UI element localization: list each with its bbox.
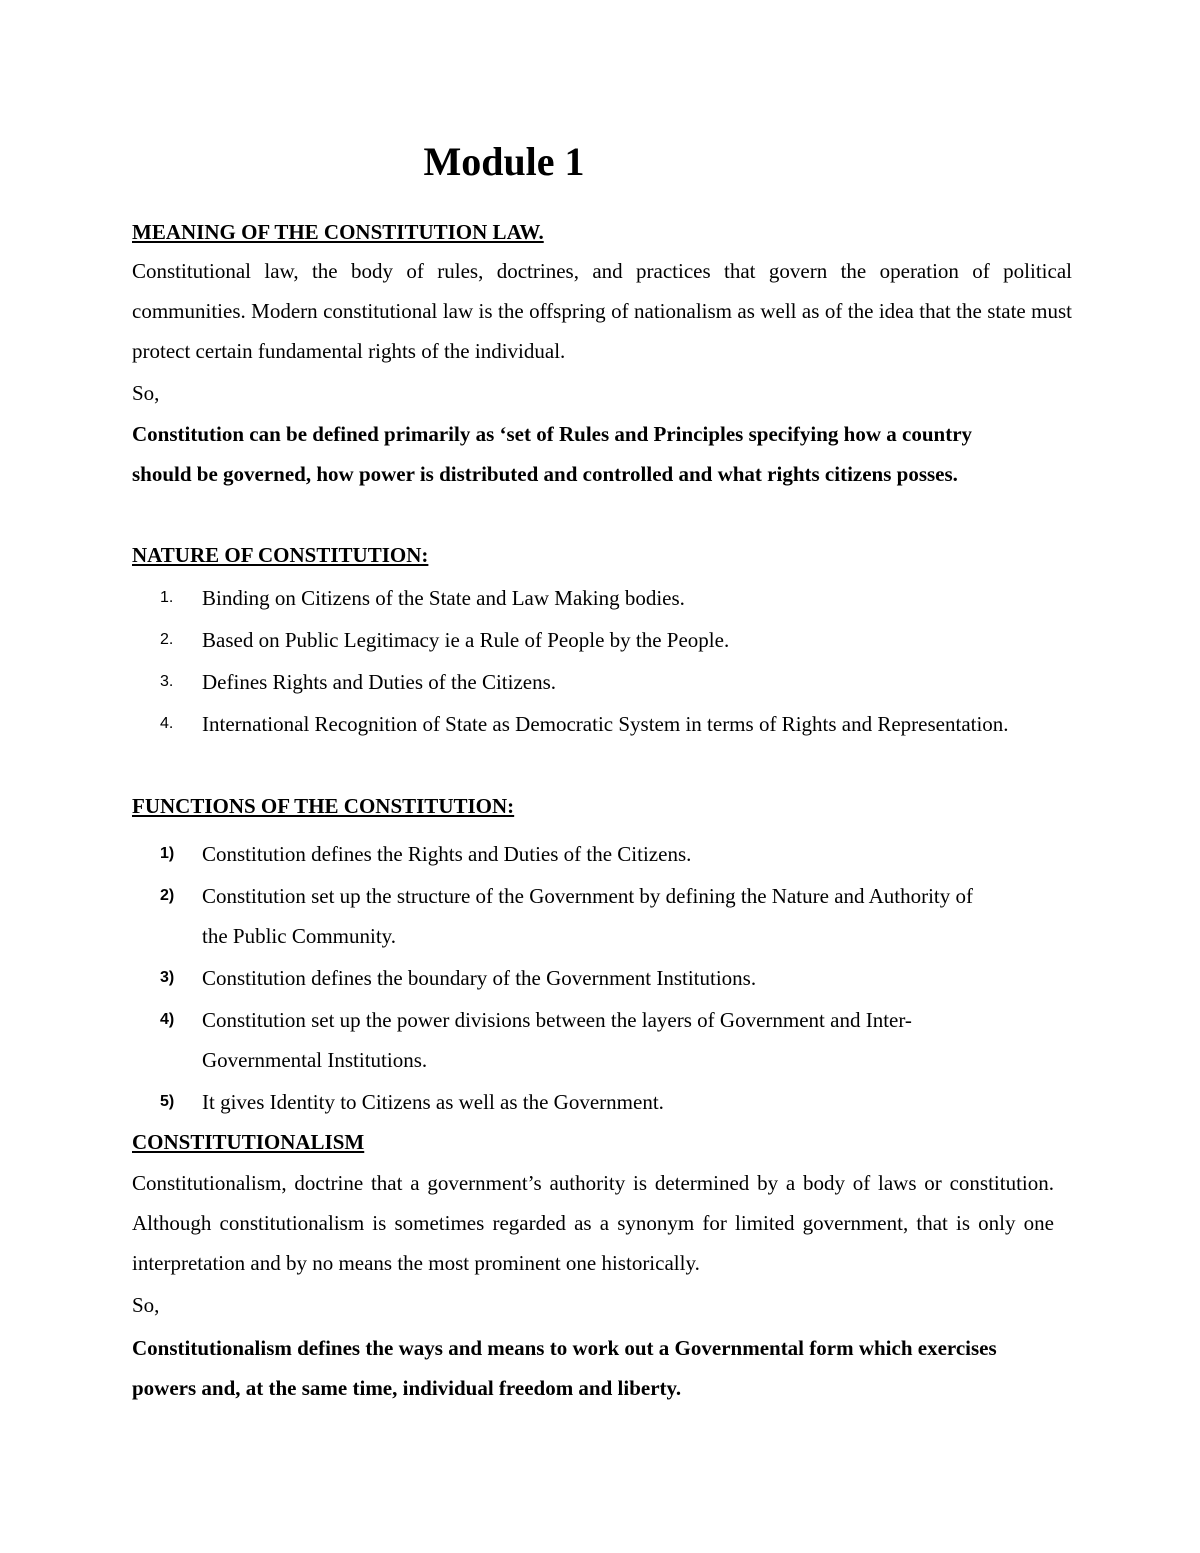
paragraph-constitutionalism: Constitutionalism, doctrine that a government’s authority is determined by a body of laws or constitution. Although constitutionalism is sometimes regarded as a synonym for limited government, that is only one interpretation and by no means the most prominent one historically.	[132, 1171, 1054, 1275]
functions-list	[132, 834, 1002, 1122]
list-marker: 1)	[160, 845, 175, 862]
list-item	[132, 704, 1076, 744]
list-item	[132, 662, 1076, 702]
list-marker: 4)	[160, 1011, 175, 1028]
list-marker: 3.	[160, 673, 174, 690]
definition-constitutionalism: Constitutionalism defines the ways and means to work out a Governmental form which exercises powers and, at the same time, individual freedom and liberty.	[132, 1336, 997, 1400]
list-marker: 4.	[160, 715, 174, 732]
list-marker: 5)	[160, 1093, 175, 1110]
list-item-text: Constitution defines the boundary of the Government Institutions.	[202, 966, 757, 990]
definition-constitution: Constitution can be defined primarily as ‘set of Rules and Principles specifying how a country should be governed, how power is distributed and controlled and what rights citizens posses.	[132, 422, 973, 486]
list-item	[132, 1000, 1002, 1080]
page-title	[0, 138, 1008, 186]
heading-functions: FUNCTIONS OF THE CONSTITUTION:	[132, 794, 515, 818]
list-item-text: Defines Rights and Duties of the Citizens.	[202, 670, 557, 694]
list-item	[132, 958, 1002, 998]
list-item-text: Based on Public Legitimacy ie a Rule of People by the People.	[202, 628, 730, 652]
page-title-text: Module 1	[423, 139, 585, 184]
heading-nature: NATURE OF CONSTITUTION:	[132, 543, 429, 567]
paragraph-meaning: Constitutional law, the body of rules, doctrines, and practices that govern the operation of political communities. Modern constitutional law is the offspring of nationalism as well as of the idea that the state must protect certain fundamental rights of the individual.	[132, 259, 1072, 363]
list-item-text: It gives Identity to Citizens as well as the Government.	[202, 1090, 664, 1114]
list-marker: 2.	[160, 631, 174, 648]
list-marker: 1.	[160, 589, 174, 606]
list-item	[132, 834, 1002, 874]
list-item-text: Constitution defines the Rights and Duties of the Citizens.	[202, 842, 692, 866]
list-item-text: Constitution set up the power divisions between the layers of Government and Inter-Governmental Institutions.	[202, 1008, 912, 1072]
list-item	[132, 1082, 1002, 1122]
list-item-text: International Recognition of State as Democratic System in terms of Rights and Representation.	[202, 712, 1009, 736]
list-marker: 2)	[160, 887, 175, 904]
so-constitutionalism: So,	[132, 1293, 160, 1317]
list-item	[132, 620, 1076, 660]
list-item	[132, 578, 1076, 618]
nature-list	[132, 578, 1076, 744]
list-marker: 3)	[160, 969, 175, 986]
list-item-text: Constitution set up the structure of the Government by defining the Nature and Authority of the Public Community.	[202, 884, 974, 948]
list-item-text: Binding on Citizens of the State and Law Making bodies.	[202, 586, 685, 610]
so-meaning: So,	[132, 381, 160, 405]
list-item	[132, 876, 1002, 956]
heading-constitutionalism: CONSTITUTIONALISM	[132, 1130, 365, 1154]
heading-meaning: MEANING OF THE CONSTITUTION LAW.	[132, 220, 544, 244]
